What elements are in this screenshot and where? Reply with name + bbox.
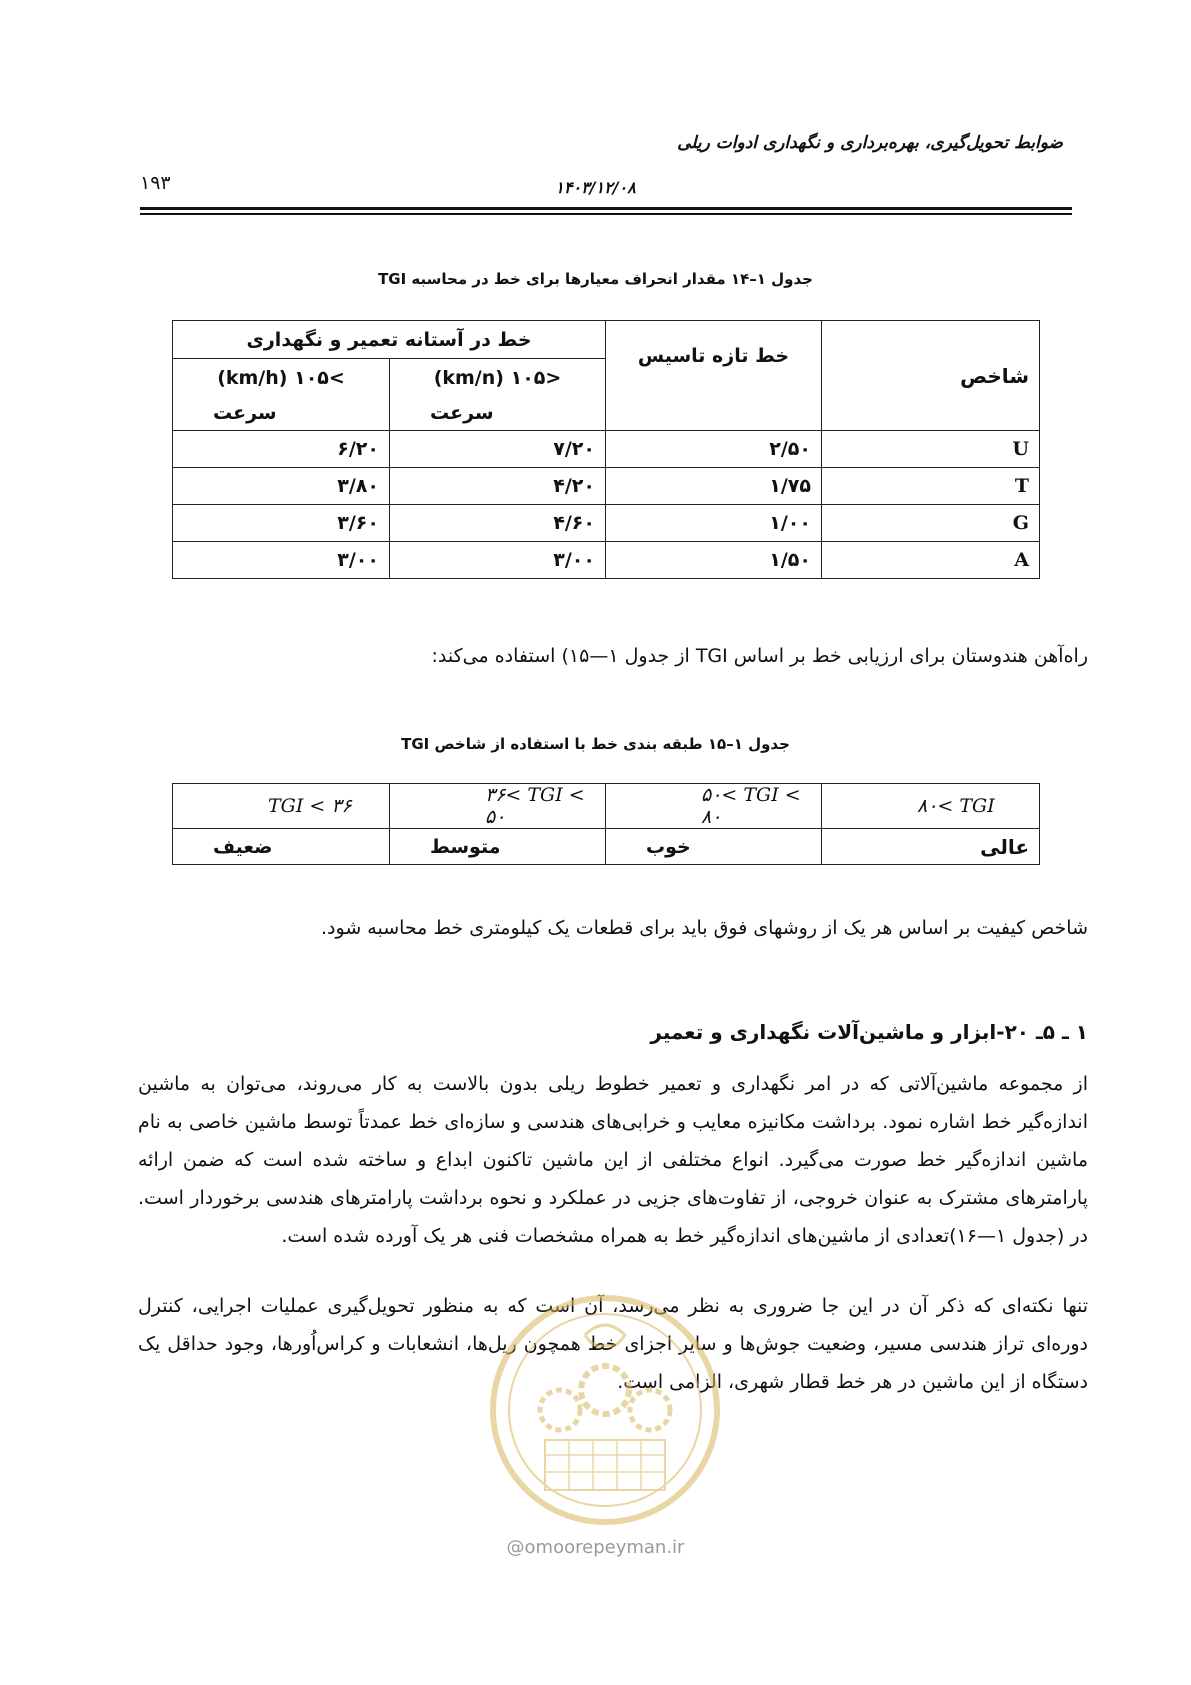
table14-cell-speed-lt: ۷/۲۰ (390, 431, 606, 468)
table-row (173, 431, 1040, 468)
header-rule-thin (140, 213, 1072, 215)
page-number: ۱۹۳ (140, 172, 171, 194)
paragraph-quality-index: شاخص کیفیت بر اساس هر یک از روشهای فوق باید برای قطعات یک کیلومتری خط محاسبه شود. (321, 917, 1088, 939)
table14-caption: جدول ۱–۱۴ مقدار انحراف معیارها برای خط در محاسبه TGI (378, 270, 813, 288)
table15-grade-medium: متوسط (390, 829, 606, 865)
table14-cell-index: T (822, 468, 1040, 505)
table-row (173, 542, 1040, 579)
table15-grade-poor: ضعیف (173, 829, 390, 865)
table15-caption: جدول ۱–۱۵ طبقه بندی خط با استفاده از شاخص TGI (401, 735, 790, 753)
table15-range-poor: TGI < ۳۶ (173, 784, 390, 829)
table14 (172, 320, 1040, 579)
paragraph-machines: از مجموعه ماشین‌آلاتی که در امر نگهداری و تعمیر خطوط ریلی بدون بالاست به کار می‌روند، می‌توان به ماشین اندازه‌گیر خط اشاره نمود. برداشت مکانیزه معایب و خرابی‌های هندسی و سازه‌ای خط عمدتاً توسط ماشین خاصی به نام ماشین اندازه‌گیر خط صورت می‌گیرد. انواع مختلفی از این ماشین تاکنون ابداع و ساخته شده است که ضمن ارائه پارامترهای مشترک به عنوان خروجی، از تفاوت‌های جزیی در عملکرد و نحوه برداشت پارامترهای هندسی برخوردار است. در (جدول ۱—۱۶)تعدادی از ماشین‌های اندازه‌گیر خط به همراه مشخصات فنی هر یک آورده شده است. (138, 1073, 1088, 1247)
header-date: ۱۴۰۳/۱۲/۰۸ (555, 178, 636, 197)
paragraph-requirement: تنها نکته‌ای که ذکر آن در این جا ضروری به نظر می‌رسد، آن است که به منظور تحویل‌گیری عملیات اجرایی، کنترل دوره‌ای تراز هندسی مسیر، وضعیت جوش‌ها و سایر اجزای خط همچون ریل‌ها، انشعابات و کراس‌اُورها، وجود حداقل یک دستگاه از این ماشین در هر خط قطار شهری، الزامی است. (138, 1295, 1088, 1393)
table14-cell-new-line: ۱/۵۰ (606, 542, 822, 579)
table15-grade-excellent: عالی (822, 829, 1040, 865)
running-header-title: ضوابط تحویل‌گیری، بهره‌برداری و نگهداری ادوات ریلی (677, 133, 1063, 153)
header-rule-thick (140, 207, 1072, 210)
table15-range-excellent: ۸۰< TGI (822, 784, 1040, 829)
table15 (172, 783, 1040, 865)
table14-cell-speed-lt: ۳/۰۰ (390, 542, 606, 579)
table14-header-index: شاخص (822, 321, 1040, 431)
table14-cell-new-line: ۱/۰۰ (606, 505, 822, 542)
watermark-seal-logo (485, 1290, 725, 1530)
table14-header-new-line: خط تازه تاسیس (606, 321, 822, 431)
table15-range-medium: ۳۶< TGI < ۵۰ (390, 784, 606, 829)
table14-cell-speed-gt: ۳/۶۰ (173, 505, 390, 542)
table14-cell-speed-lt: ۴/۲۰ (390, 468, 606, 505)
table14-header-maintenance: خط در آستانه تعمیر و نگهداری (173, 321, 606, 359)
table14-cell-speed-gt: ۶/۲۰ (173, 431, 390, 468)
paragraph-tgi-usage: راه‌آهن هندوستان برای ارزیابی خط بر اساس TGI از جدول ۱—۱۵) استفاده می‌کند: (431, 645, 1088, 667)
watermark-url: @omoorepeyman.ir (506, 1537, 685, 1558)
table-row (173, 829, 1040, 865)
table14-cell-index: U (822, 431, 1040, 468)
table-row (173, 468, 1040, 505)
table14-cell-new-line: ۱/۷۵ (606, 468, 822, 505)
table14-cell-index: A (822, 542, 1040, 579)
table-row (173, 784, 1040, 829)
table14-header-speed-lt: <۱۰۵ (km/n) (390, 359, 606, 397)
table14-cell-speed-gt: ۳/۰۰ (173, 542, 390, 579)
table14-header-speed-word-gt: سرعت (173, 397, 390, 431)
table14-cell-index: G (822, 505, 1040, 542)
table14-header-speed-gt: >۱۰۵ (km/h) (173, 359, 390, 397)
table14-header-speed-word-lt: سرعت (390, 397, 606, 431)
table15-grade-good: خوب (606, 829, 822, 865)
table14-cell-speed-lt: ۴/۶۰ (390, 505, 606, 542)
table-row (173, 505, 1040, 542)
table14-cell-new-line: ۲/۵۰ (606, 431, 822, 468)
section-heading: ۱ ـ ۵ـ ۲۰-ابزار و ماشین‌آلات نگهداری و تعمیر (650, 1020, 1088, 1044)
table15-range-good: ۵۰< TGI < ۸۰ (606, 784, 822, 829)
table14-cell-speed-gt: ۳/۸۰ (173, 468, 390, 505)
